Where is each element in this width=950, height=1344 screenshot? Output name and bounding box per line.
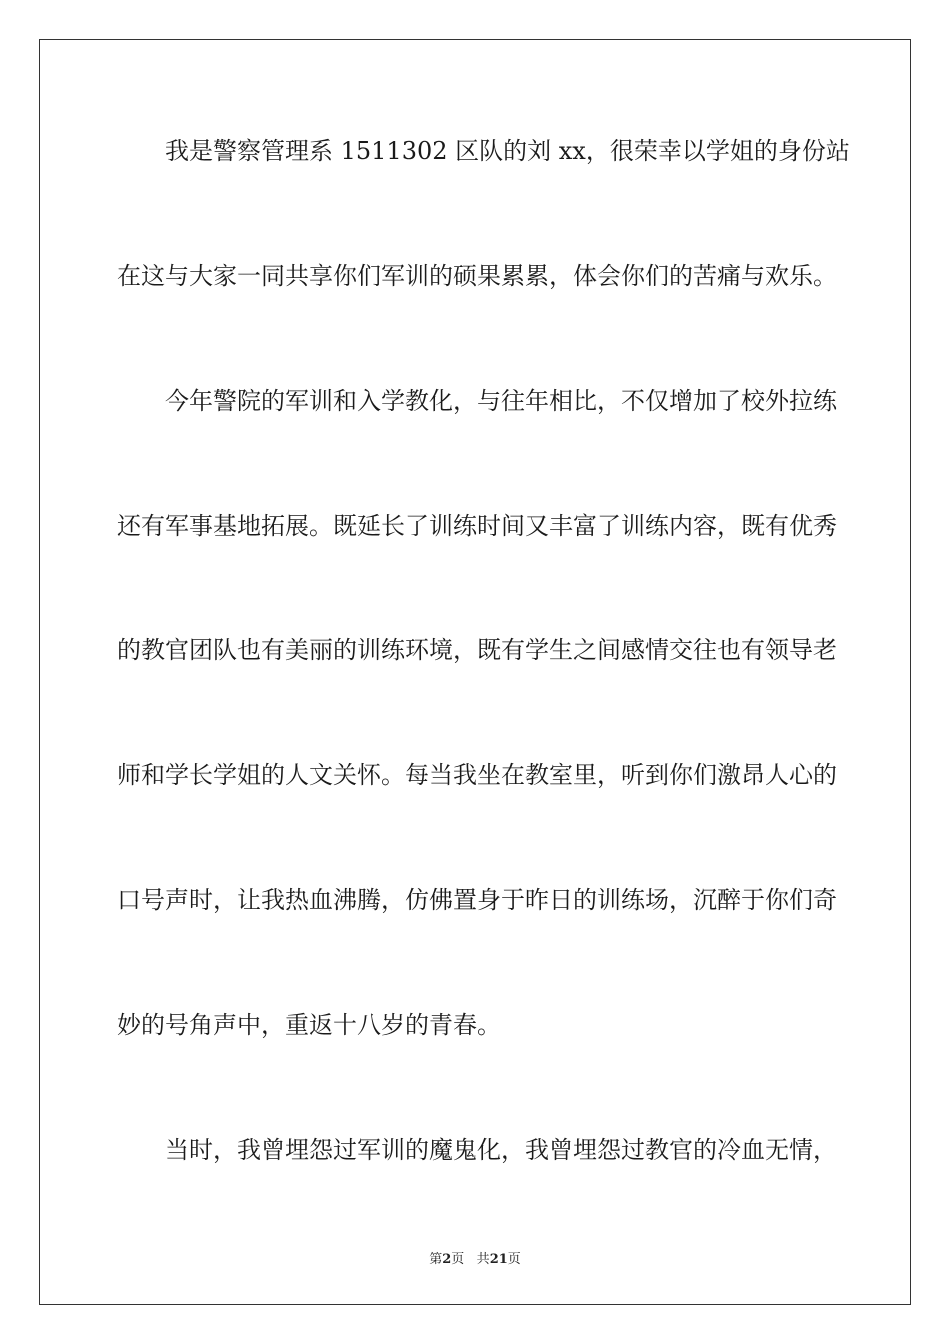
- paragraph-line-9: 当时，我曾埋怨过军训的魔鬼化，我曾埋怨过教官的冷血无情，: [165, 1136, 837, 1164]
- page-border: [39, 39, 911, 1305]
- paragraph-line-5: 的教官团队也有美丽的训练环境，既有学生之间感情交往也有领导老: [117, 636, 837, 664]
- footer-total-prefix: 共: [476, 1252, 490, 1267]
- paragraph-line-1: 我是警察管理系 1511302 区队的刘 xx，很荣幸以学姐的身份站: [165, 137, 850, 165]
- footer-total-suffix: 页: [507, 1252, 521, 1267]
- page-footer: [0, 1248, 950, 1267]
- paragraph-line-6: 师和学长学姐的人文关怀。每当我坐在教室里，听到你们激昂人心的: [117, 761, 837, 789]
- paragraph-line-4: 还有军事基地拓展。既延长了训练时间又丰富了训练内容，既有优秀: [117, 512, 837, 540]
- footer-total-pages: 21: [489, 1252, 508, 1267]
- paragraph-line-7: 口号声时，让我热血沸腾，仿佛置身于昨日的训练场，沉醉于你们奇: [117, 886, 837, 914]
- paragraph-line-8: 妙的号角声中，重返十八岁的青春。: [117, 1011, 501, 1039]
- footer-page-number: 2: [442, 1252, 452, 1267]
- footer-page-prefix: 第: [429, 1252, 443, 1267]
- paragraph-line-3: 今年警院的军训和入学教化，与往年相比，不仅增加了校外拉练: [165, 387, 837, 415]
- paragraph-line-2: 在这与大家一同共享你们军训的硕果累累，体会你们的苦痛与欢乐。: [117, 262, 837, 290]
- footer-page-suffix: 页: [451, 1252, 465, 1267]
